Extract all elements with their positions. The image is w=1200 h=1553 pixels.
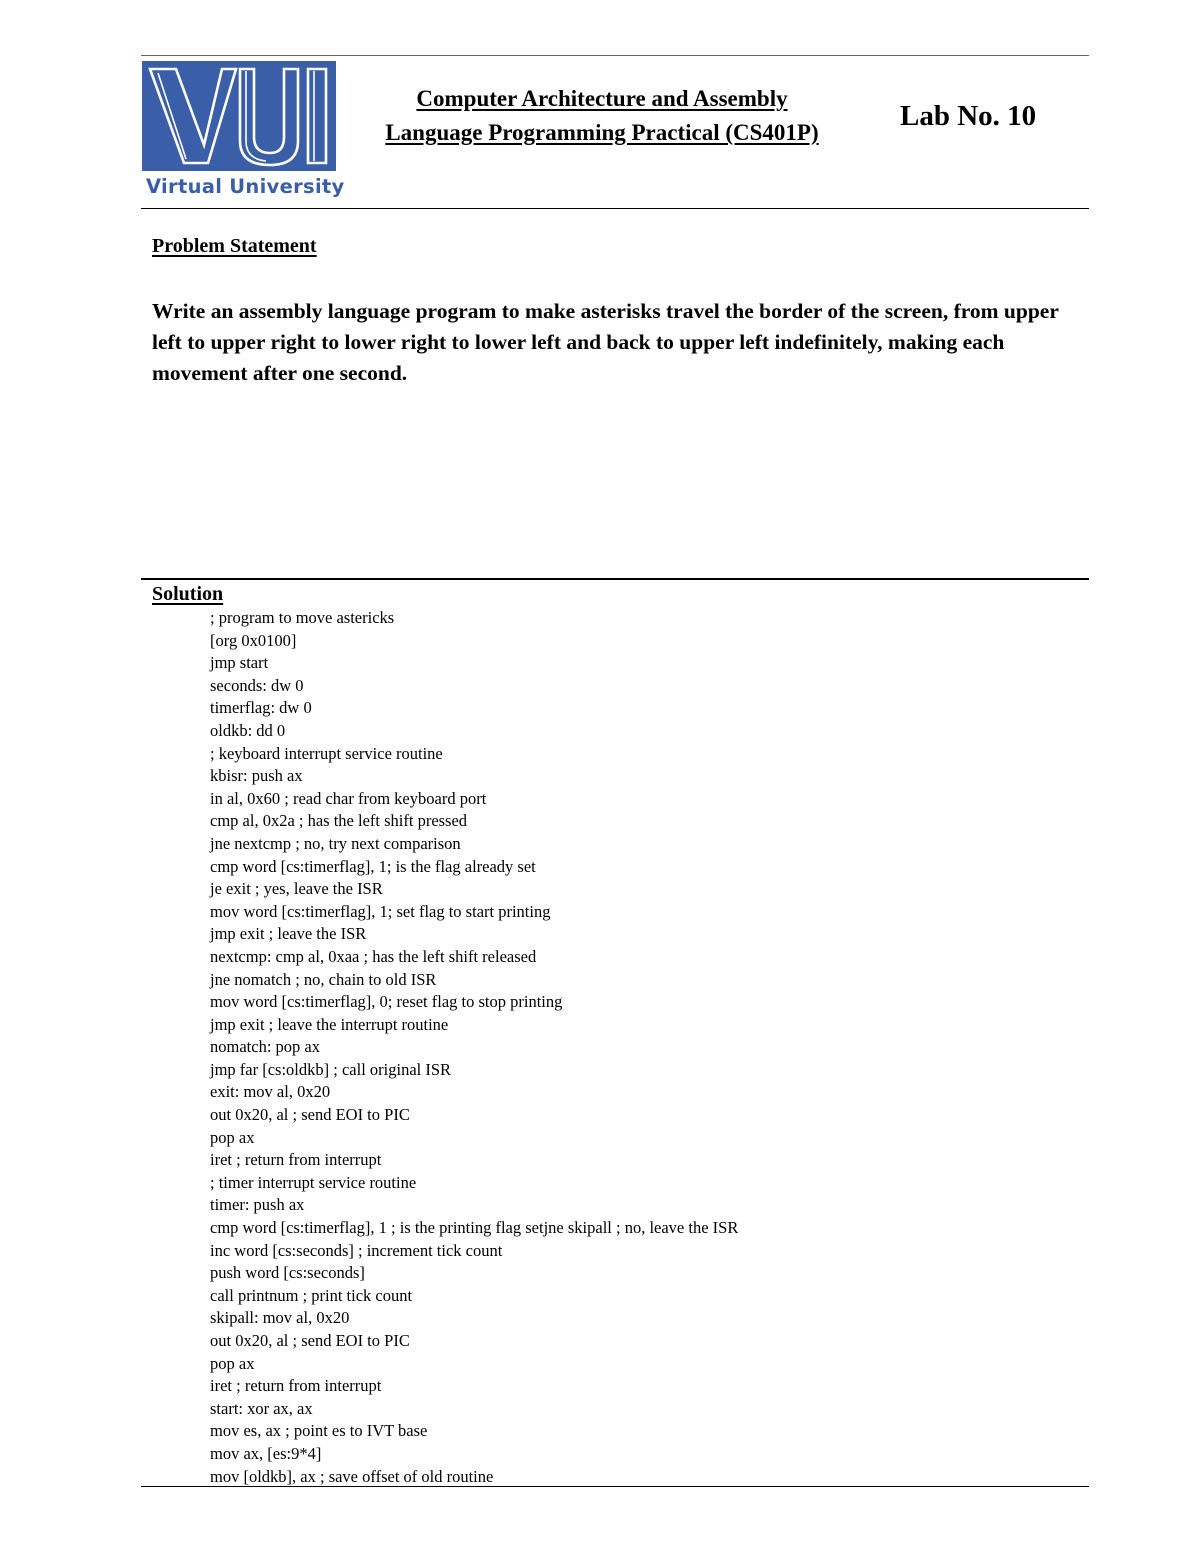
code-line: cmp al, 0x2a ; has the left shift pressed [210, 811, 468, 831]
code-line: jmp far [cs:oldkb] ; call original ISR [210, 1059, 452, 1079]
code-line: jne nomatch ; no, chain to old ISR [210, 969, 437, 989]
problem-heading: Problem Statement [152, 235, 317, 257]
header-rule [141, 208, 1089, 209]
code-listing [210, 607, 1080, 1488]
code-line: iret ; return from interrupt [210, 1376, 382, 1396]
code-line: nextcmp: cmp al, 0xaa ; has the left shift released [210, 946, 537, 966]
code-line: cmp word [cs:timerflag], 1; is the flag already set [210, 856, 536, 876]
code-line: pop ax [210, 1127, 255, 1147]
course-title-line-2: Language Programming Practical (CS401P) [385, 120, 819, 145]
code-line: oldkb: dd 0 [210, 720, 286, 740]
top-rule [141, 55, 1089, 56]
code-line: jne nextcmp ; no, try next comparison [210, 833, 461, 853]
vu-logo [142, 61, 345, 199]
bottom-rule [141, 1486, 1089, 1487]
course-title [352, 82, 852, 150]
code-line: jmp exit ; leave the ISR [210, 924, 367, 944]
logo-caption: Virtual University [146, 175, 345, 198]
code-line: ; program to move astericks [210, 608, 395, 627]
code-line: cmp word [cs:timerflag], 1 ; is the printing flag setjne skipall ; no, leave the ISR [210, 1218, 739, 1238]
code-line: nomatch: pop ax [210, 1037, 320, 1057]
code-line: timerflag: dw 0 [210, 698, 312, 718]
code-line: mov [oldkb], ax ; save offset of old routine [210, 1466, 494, 1486]
code-line: pop ax [210, 1353, 255, 1373]
code-line: mov es, ax ; point es to IVT base [210, 1421, 428, 1441]
code-line: mov ax, [es:9*4] [210, 1443, 322, 1463]
problem-statement: Write an assembly language program to make asterisks travel the border of the screen, from upper left to upper right to lower right to lower left and back to upper left indefinitely, making each movement after one second. [152, 299, 1059, 385]
vu-logo-mark [142, 61, 336, 171]
code-line: out 0x20, al ; send EOI to PIC [210, 1105, 410, 1125]
code-line: skipall: mov al, 0x20 [210, 1308, 350, 1328]
code-line: mov word [cs:timerflag], 0; reset flag to stop printing [210, 992, 563, 1012]
code-line: ; timer interrupt service routine [210, 1172, 417, 1192]
code-line: start: xor ax, ax [210, 1398, 313, 1418]
solution-rule [141, 578, 1089, 580]
code-line: kbisr: push ax [210, 766, 303, 786]
lab-number: Lab No. 10 [900, 100, 1037, 132]
code-line: exit: mov al, 0x20 [210, 1082, 331, 1102]
course-title-line-1: Computer Architecture and Assembly [416, 86, 788, 111]
code-line: in al, 0x60 ; read char from keyboard port [210, 788, 487, 808]
solution-heading: Solution [152, 583, 224, 605]
code-line: timer: push ax [210, 1195, 305, 1215]
code-line: call printnum ; print tick count [210, 1285, 413, 1305]
code-line: push word [cs:seconds] [210, 1263, 365, 1283]
code-line: out 0x20, al ; send EOI to PIC [210, 1331, 410, 1350]
code-line: jmp start [210, 653, 269, 673]
code-line: mov word [cs:timerflag], 1; set flag to start printing [210, 901, 551, 921]
code-line: inc word [cs:seconds] ; increment tick count [210, 1240, 503, 1260]
code-line: je exit ; yes, leave the ISR [210, 879, 383, 899]
code-line: jmp exit ; leave the interrupt routine [210, 1014, 449, 1034]
code-line: iret ; return from interrupt [210, 1150, 382, 1170]
code-line: seconds: dw 0 [210, 675, 304, 695]
code-line: [org 0x0100] [210, 630, 297, 650]
code-line: ; keyboard interrupt service routine [210, 743, 443, 763]
